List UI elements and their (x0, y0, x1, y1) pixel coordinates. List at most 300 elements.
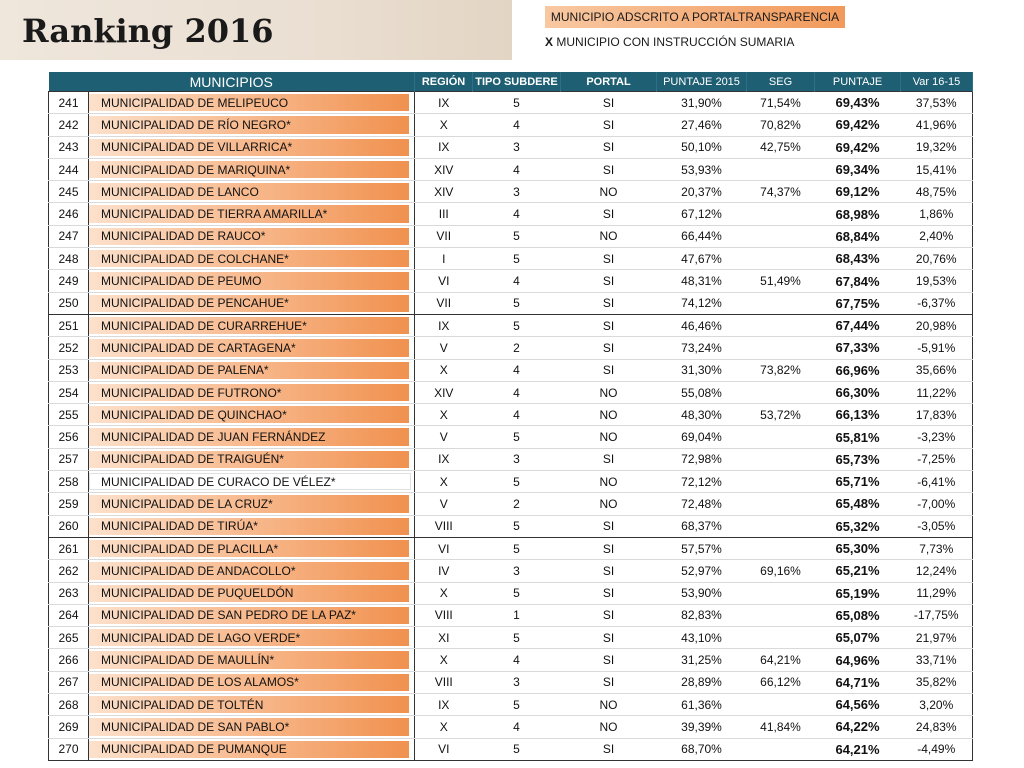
region-cell: XI (415, 627, 473, 649)
var-cell: 33,71% (901, 649, 973, 671)
municipality-cell (89, 337, 415, 359)
puntaje-cell: 65,32% (815, 515, 901, 537)
portal-cell: NO (561, 694, 657, 716)
table-row (49, 404, 973, 426)
puntaje-2015-cell: 68,70% (657, 738, 747, 760)
legend-x-label: MUNICIPIO CON INSTRUCCIÓN SUMARIA (556, 35, 795, 49)
table-row (49, 471, 973, 493)
region-cell: VI (415, 738, 473, 760)
legend-sumaria (545, 35, 794, 49)
region-cell: VII (415, 292, 473, 314)
seg-cell (747, 248, 815, 270)
var-cell: 11,29% (901, 582, 973, 604)
puntaje-cell: 69,34% (815, 158, 901, 180)
region-cell: X (415, 471, 473, 493)
municipality-cell (89, 694, 415, 716)
municipality-name: MUNICIPALIDAD DE LAGO VERDE* (101, 630, 301, 645)
puntaje-cell: 65,71% (815, 471, 901, 493)
puntaje-cell: 67,84% (815, 270, 901, 292)
table-row (49, 225, 973, 247)
var-cell: 1,86% (901, 203, 973, 225)
table-row (49, 359, 973, 381)
municipality-cell (89, 404, 415, 426)
portal-cell: NO (561, 225, 657, 247)
tipo-cell: 5 (473, 314, 561, 336)
table-row (49, 136, 973, 158)
municipality-name: MUNICIPALIDAD DE FUTRONO* (101, 385, 282, 400)
portal-cell: SI (561, 359, 657, 381)
header-puntaje: PUNTAJE (815, 72, 901, 92)
table-row (49, 582, 973, 604)
seg-cell (747, 493, 815, 515)
var-cell: -4,49% (901, 738, 973, 760)
municipality-cell (89, 114, 415, 136)
tipo-cell: 5 (473, 582, 561, 604)
table-row (49, 248, 973, 270)
portal-cell: SI (561, 270, 657, 292)
region-cell: VIII (415, 671, 473, 693)
municipality-name: MUNICIPALIDAD DE MARIQUINA* (101, 162, 291, 177)
municipality-name: MUNICIPALIDAD DE PUMANQUE (101, 742, 287, 757)
municipality-cell (89, 515, 415, 537)
municipality-cell (89, 381, 415, 403)
rank-cell: 262 (49, 560, 89, 582)
puntaje-cell: 67,44% (815, 314, 901, 336)
seg-cell (747, 426, 815, 448)
seg-cell (747, 337, 815, 359)
tipo-cell: 5 (473, 426, 561, 448)
header-tipo-subdere: TIPO SUBDERE (473, 72, 561, 92)
header-municipios: MUNICIPIOS (49, 72, 415, 92)
portal-cell: SI (561, 114, 657, 136)
region-cell: I (415, 248, 473, 270)
portal-cell: SI (561, 671, 657, 693)
municipality-cell (89, 471, 415, 493)
seg-cell (747, 582, 815, 604)
municipality-name: MUNICIPALIDAD DE TRAIGUÉN* (101, 452, 284, 467)
portal-cell: NO (561, 716, 657, 738)
municipality-cell (89, 582, 415, 604)
rank-cell: 254 (49, 381, 89, 403)
table-row (49, 92, 973, 114)
puntaje-2015-cell: 68,37% (657, 515, 747, 537)
region-cell: VIII (415, 515, 473, 537)
rank-cell: 257 (49, 448, 89, 470)
legend-adscrito: MUNICIPIO ADSCRITO A PORTALTRANSPARENCIA (545, 6, 845, 28)
puntaje-2015-cell: 20,37% (657, 181, 747, 203)
region-cell: XIV (415, 181, 473, 203)
puntaje-cell: 65,19% (815, 582, 901, 604)
tipo-cell: 4 (473, 381, 561, 403)
puntaje-cell: 68,98% (815, 203, 901, 225)
tipo-cell: 5 (473, 471, 561, 493)
seg-cell: 74,37% (747, 181, 815, 203)
table-row (49, 448, 973, 470)
header-portal: PORTAL (561, 72, 657, 92)
puntaje-2015-cell: 28,89% (657, 671, 747, 693)
seg-cell: 41,84% (747, 716, 815, 738)
portal-cell: SI (561, 337, 657, 359)
seg-cell: 70,82% (747, 114, 815, 136)
portal-cell: SI (561, 627, 657, 649)
municipality-cell (89, 671, 415, 693)
municipality-cell (89, 158, 415, 180)
table-row (49, 515, 973, 537)
rank-cell: 256 (49, 426, 89, 448)
region-cell: X (415, 649, 473, 671)
municipality-name: MUNICIPALIDAD DE SAN PEDRO DE LA PAZ* (101, 608, 356, 623)
tipo-cell: 5 (473, 537, 561, 559)
table-row (49, 738, 973, 760)
municipality-cell (89, 493, 415, 515)
rank-cell: 270 (49, 738, 89, 760)
seg-cell (747, 604, 815, 626)
table-row (49, 493, 973, 515)
region-cell: IX (415, 92, 473, 114)
puntaje-cell: 65,81% (815, 426, 901, 448)
puntaje-cell: 69,43% (815, 92, 901, 114)
puntaje-cell: 64,21% (815, 738, 901, 760)
rank-cell: 242 (49, 114, 89, 136)
rank-cell: 247 (49, 225, 89, 247)
seg-cell (747, 537, 815, 559)
region-cell: VI (415, 537, 473, 559)
region-cell: V (415, 493, 473, 515)
table-row (49, 560, 973, 582)
ranking-table (48, 72, 973, 761)
municipality-cell (89, 649, 415, 671)
seg-cell (747, 627, 815, 649)
seg-cell (747, 448, 815, 470)
municipality-cell (89, 136, 415, 158)
rank-cell: 252 (49, 337, 89, 359)
region-cell: V (415, 337, 473, 359)
tipo-cell: 3 (473, 448, 561, 470)
municipality-name: MUNICIPALIDAD DE PLACILLA* (101, 541, 279, 556)
rank-cell: 267 (49, 671, 89, 693)
municipality-name: MUNICIPALIDAD DE PEUMO (101, 274, 262, 289)
var-cell: 3,20% (901, 694, 973, 716)
region-cell: X (415, 716, 473, 738)
municipality-name: MUNICIPALIDAD DE QUINCHAO* (101, 407, 287, 422)
seg-cell (747, 203, 815, 225)
tipo-cell: 3 (473, 671, 561, 693)
table-row (49, 158, 973, 180)
puntaje-2015-cell: 61,36% (657, 694, 747, 716)
municipality-name: MUNICIPALIDAD DE VILLARRICA* (101, 140, 293, 155)
tipo-cell: 4 (473, 404, 561, 426)
portal-cell: SI (561, 738, 657, 760)
portal-cell: NO (561, 404, 657, 426)
tipo-cell: 4 (473, 359, 561, 381)
puntaje-cell: 66,13% (815, 404, 901, 426)
tipo-cell: 3 (473, 136, 561, 158)
puntaje-2015-cell: 57,57% (657, 537, 747, 559)
seg-cell: 73,82% (747, 359, 815, 381)
var-cell: 35,82% (901, 671, 973, 693)
table-header-row (49, 72, 973, 92)
municipality-name: MUNICIPALIDAD DE CURACO DE VÉLEZ* (101, 474, 336, 489)
portal-cell: NO (561, 181, 657, 203)
seg-cell (747, 471, 815, 493)
var-cell: 37,53% (901, 92, 973, 114)
puntaje-cell: 69,42% (815, 136, 901, 158)
region-cell: XIV (415, 381, 473, 403)
puntaje-cell: 64,22% (815, 716, 901, 738)
puntaje-2015-cell: 55,08% (657, 381, 747, 403)
region-cell: IX (415, 314, 473, 336)
rank-cell: 258 (49, 471, 89, 493)
tipo-cell: 5 (473, 292, 561, 314)
municipality-name: MUNICIPALIDAD DE LANCO (101, 184, 259, 199)
municipality-cell (89, 203, 415, 225)
puntaje-2015-cell: 31,25% (657, 649, 747, 671)
var-cell: -6,37% (901, 292, 973, 314)
legend-x-mark: X (545, 35, 554, 49)
municipality-name: MUNICIPALIDAD DE MAULLÍN* (101, 653, 275, 668)
table-body (49, 92, 973, 761)
puntaje-cell: 64,96% (815, 649, 901, 671)
municipality-name: MUNICIPALIDAD DE PALENA* (101, 363, 269, 378)
seg-cell: 53,72% (747, 404, 815, 426)
portal-cell: NO (561, 471, 657, 493)
puntaje-2015-cell: 66,44% (657, 225, 747, 247)
portal-cell: SI (561, 582, 657, 604)
puntaje-cell: 64,56% (815, 694, 901, 716)
puntaje-cell: 69,12% (815, 181, 901, 203)
rank-cell: 268 (49, 694, 89, 716)
puntaje-2015-cell: 82,83% (657, 604, 747, 626)
region-cell: X (415, 404, 473, 426)
portal-cell: SI (561, 136, 657, 158)
table-row (49, 426, 973, 448)
var-cell: -17,75% (901, 604, 973, 626)
seg-cell: 69,16% (747, 560, 815, 582)
seg-cell: 66,12% (747, 671, 815, 693)
portal-cell: SI (561, 292, 657, 314)
table-row (49, 270, 973, 292)
municipality-name: MUNICIPALIDAD DE PENCAHUE* (101, 296, 289, 311)
tipo-cell: 5 (473, 225, 561, 247)
puntaje-cell: 67,33% (815, 337, 901, 359)
rank-cell: 259 (49, 493, 89, 515)
rank-cell: 264 (49, 604, 89, 626)
puntaje-cell: 67,75% (815, 292, 901, 314)
municipality-name: MUNICIPALIDAD DE MELIPEUCO (101, 95, 289, 110)
municipality-cell (89, 560, 415, 582)
header-var: Var 16-15 (901, 72, 973, 92)
header-puntaje-2015: PUNTAJE 2015 (657, 72, 747, 92)
tipo-cell: 2 (473, 337, 561, 359)
table-row (49, 203, 973, 225)
rank-cell: 261 (49, 537, 89, 559)
municipality-cell (89, 537, 415, 559)
rank-cell: 245 (49, 181, 89, 203)
puntaje-2015-cell: 48,31% (657, 270, 747, 292)
puntaje-cell: 69,42% (815, 114, 901, 136)
portal-cell: SI (561, 515, 657, 537)
table-row (49, 627, 973, 649)
var-cell: -7,00% (901, 493, 973, 515)
ranking-table-container (48, 72, 972, 761)
seg-cell (747, 738, 815, 760)
region-cell: III (415, 203, 473, 225)
var-cell: 7,73% (901, 537, 973, 559)
municipality-cell (89, 92, 415, 114)
portal-cell: NO (561, 381, 657, 403)
puntaje-2015-cell: 46,46% (657, 314, 747, 336)
tipo-cell: 4 (473, 716, 561, 738)
var-cell: 21,97% (901, 627, 973, 649)
var-cell: 24,83% (901, 716, 973, 738)
table-row (49, 694, 973, 716)
puntaje-2015-cell: 48,30% (657, 404, 747, 426)
municipality-name: MUNICIPALIDAD DE PUQUELDÓN (101, 586, 294, 601)
var-cell: 35,66% (901, 359, 973, 381)
puntaje-2015-cell: 39,39% (657, 716, 747, 738)
header-seg: SEG (747, 72, 815, 92)
region-cell: IX (415, 136, 473, 158)
rank-cell: 265 (49, 627, 89, 649)
puntaje-cell: 65,08% (815, 604, 901, 626)
region-cell: IX (415, 448, 473, 470)
municipality-name: MUNICIPALIDAD DE COLCHANE* (101, 251, 289, 266)
seg-cell (747, 694, 815, 716)
tipo-cell: 4 (473, 158, 561, 180)
portal-cell: SI (561, 604, 657, 626)
tipo-cell: 5 (473, 515, 561, 537)
tipo-cell: 5 (473, 92, 561, 114)
municipality-cell (89, 225, 415, 247)
tipo-cell: 4 (473, 270, 561, 292)
rank-cell: 243 (49, 136, 89, 158)
municipality-name: MUNICIPALIDAD DE RÍO NEGRO* (101, 117, 291, 132)
var-cell: 19,32% (901, 136, 973, 158)
tipo-cell: 5 (473, 627, 561, 649)
seg-cell: 71,54% (747, 92, 815, 114)
var-cell: -3,23% (901, 426, 973, 448)
portal-cell: NO (561, 426, 657, 448)
portal-cell: SI (561, 248, 657, 270)
region-cell: VI (415, 270, 473, 292)
rank-cell: 248 (49, 248, 89, 270)
tipo-cell: 5 (473, 738, 561, 760)
puntaje-2015-cell: 74,12% (657, 292, 747, 314)
table-row (49, 337, 973, 359)
portal-cell: SI (561, 560, 657, 582)
var-cell: 19,53% (901, 270, 973, 292)
puntaje-2015-cell: 72,48% (657, 493, 747, 515)
var-cell: 20,76% (901, 248, 973, 270)
puntaje-cell: 65,73% (815, 448, 901, 470)
portal-cell: SI (561, 314, 657, 336)
rank-cell: 263 (49, 582, 89, 604)
region-cell: VII (415, 225, 473, 247)
region-cell: X (415, 359, 473, 381)
puntaje-2015-cell: 43,10% (657, 627, 747, 649)
region-cell: VIII (415, 604, 473, 626)
var-cell: 17,83% (901, 404, 973, 426)
municipality-name: MUNICIPALIDAD DE LOS ALAMOS* (101, 675, 299, 690)
rank-cell: 249 (49, 270, 89, 292)
portal-cell: SI (561, 649, 657, 671)
rank-cell: 269 (49, 716, 89, 738)
portal-cell: SI (561, 448, 657, 470)
rank-cell: 244 (49, 158, 89, 180)
municipality-name: MUNICIPALIDAD DE RAUCO* (101, 229, 266, 244)
rank-cell: 266 (49, 649, 89, 671)
puntaje-2015-cell: 52,97% (657, 560, 747, 582)
tipo-cell: 4 (473, 114, 561, 136)
table-row (49, 381, 973, 403)
municipality-cell (89, 426, 415, 448)
municipality-cell (89, 248, 415, 270)
table-row (49, 671, 973, 693)
municipality-name: MUNICIPALIDAD DE TIRÚA* (101, 519, 258, 534)
municipality-name: MUNICIPALIDAD DE SAN PABLO* (101, 719, 290, 734)
var-cell: -5,91% (901, 337, 973, 359)
municipality-name: MUNICIPALIDAD DE CARTAGENA* (101, 340, 296, 355)
puntaje-2015-cell: 73,24% (657, 337, 747, 359)
region-cell: X (415, 582, 473, 604)
municipality-cell (89, 604, 415, 626)
var-cell: 11,22% (901, 381, 973, 403)
var-cell: 41,96% (901, 114, 973, 136)
puntaje-2015-cell: 53,90% (657, 582, 747, 604)
rank-cell: 246 (49, 203, 89, 225)
puntaje-2015-cell: 67,12% (657, 203, 747, 225)
region-cell: X (415, 114, 473, 136)
puntaje-2015-cell: 50,10% (657, 136, 747, 158)
tipo-cell: 4 (473, 203, 561, 225)
seg-cell (747, 158, 815, 180)
rank-cell: 260 (49, 515, 89, 537)
portal-cell: SI (561, 92, 657, 114)
table-row (49, 604, 973, 626)
seg-cell (747, 381, 815, 403)
region-cell: V (415, 426, 473, 448)
table-row (49, 292, 973, 314)
rank-cell: 255 (49, 404, 89, 426)
tipo-cell: 2 (473, 493, 561, 515)
puntaje-2015-cell: 72,12% (657, 471, 747, 493)
seg-cell (747, 225, 815, 247)
municipality-cell (89, 359, 415, 381)
municipality-name: MUNICIPALIDAD DE ANDACOLLO* (101, 563, 296, 578)
municipality-cell (89, 181, 415, 203)
puntaje-2015-cell: 27,46% (657, 114, 747, 136)
municipality-name: MUNICIPALIDAD DE TIERRA AMARILLA* (101, 207, 328, 222)
seg-cell: 64,21% (747, 649, 815, 671)
municipality-cell (89, 627, 415, 649)
municipality-cell (89, 292, 415, 314)
puntaje-cell: 66,30% (815, 381, 901, 403)
table-row (49, 114, 973, 136)
var-cell: -7,25% (901, 448, 973, 470)
title-banner (0, 0, 512, 60)
seg-cell: 51,49% (747, 270, 815, 292)
seg-cell (747, 515, 815, 537)
puntaje-2015-cell: 31,30% (657, 359, 747, 381)
tipo-cell: 5 (473, 694, 561, 716)
table-row (49, 537, 973, 559)
table-row (49, 181, 973, 203)
table-row (49, 649, 973, 671)
portal-cell: NO (561, 493, 657, 515)
rank-cell: 241 (49, 92, 89, 114)
seg-cell: 42,75% (747, 136, 815, 158)
region-cell: IV (415, 560, 473, 582)
